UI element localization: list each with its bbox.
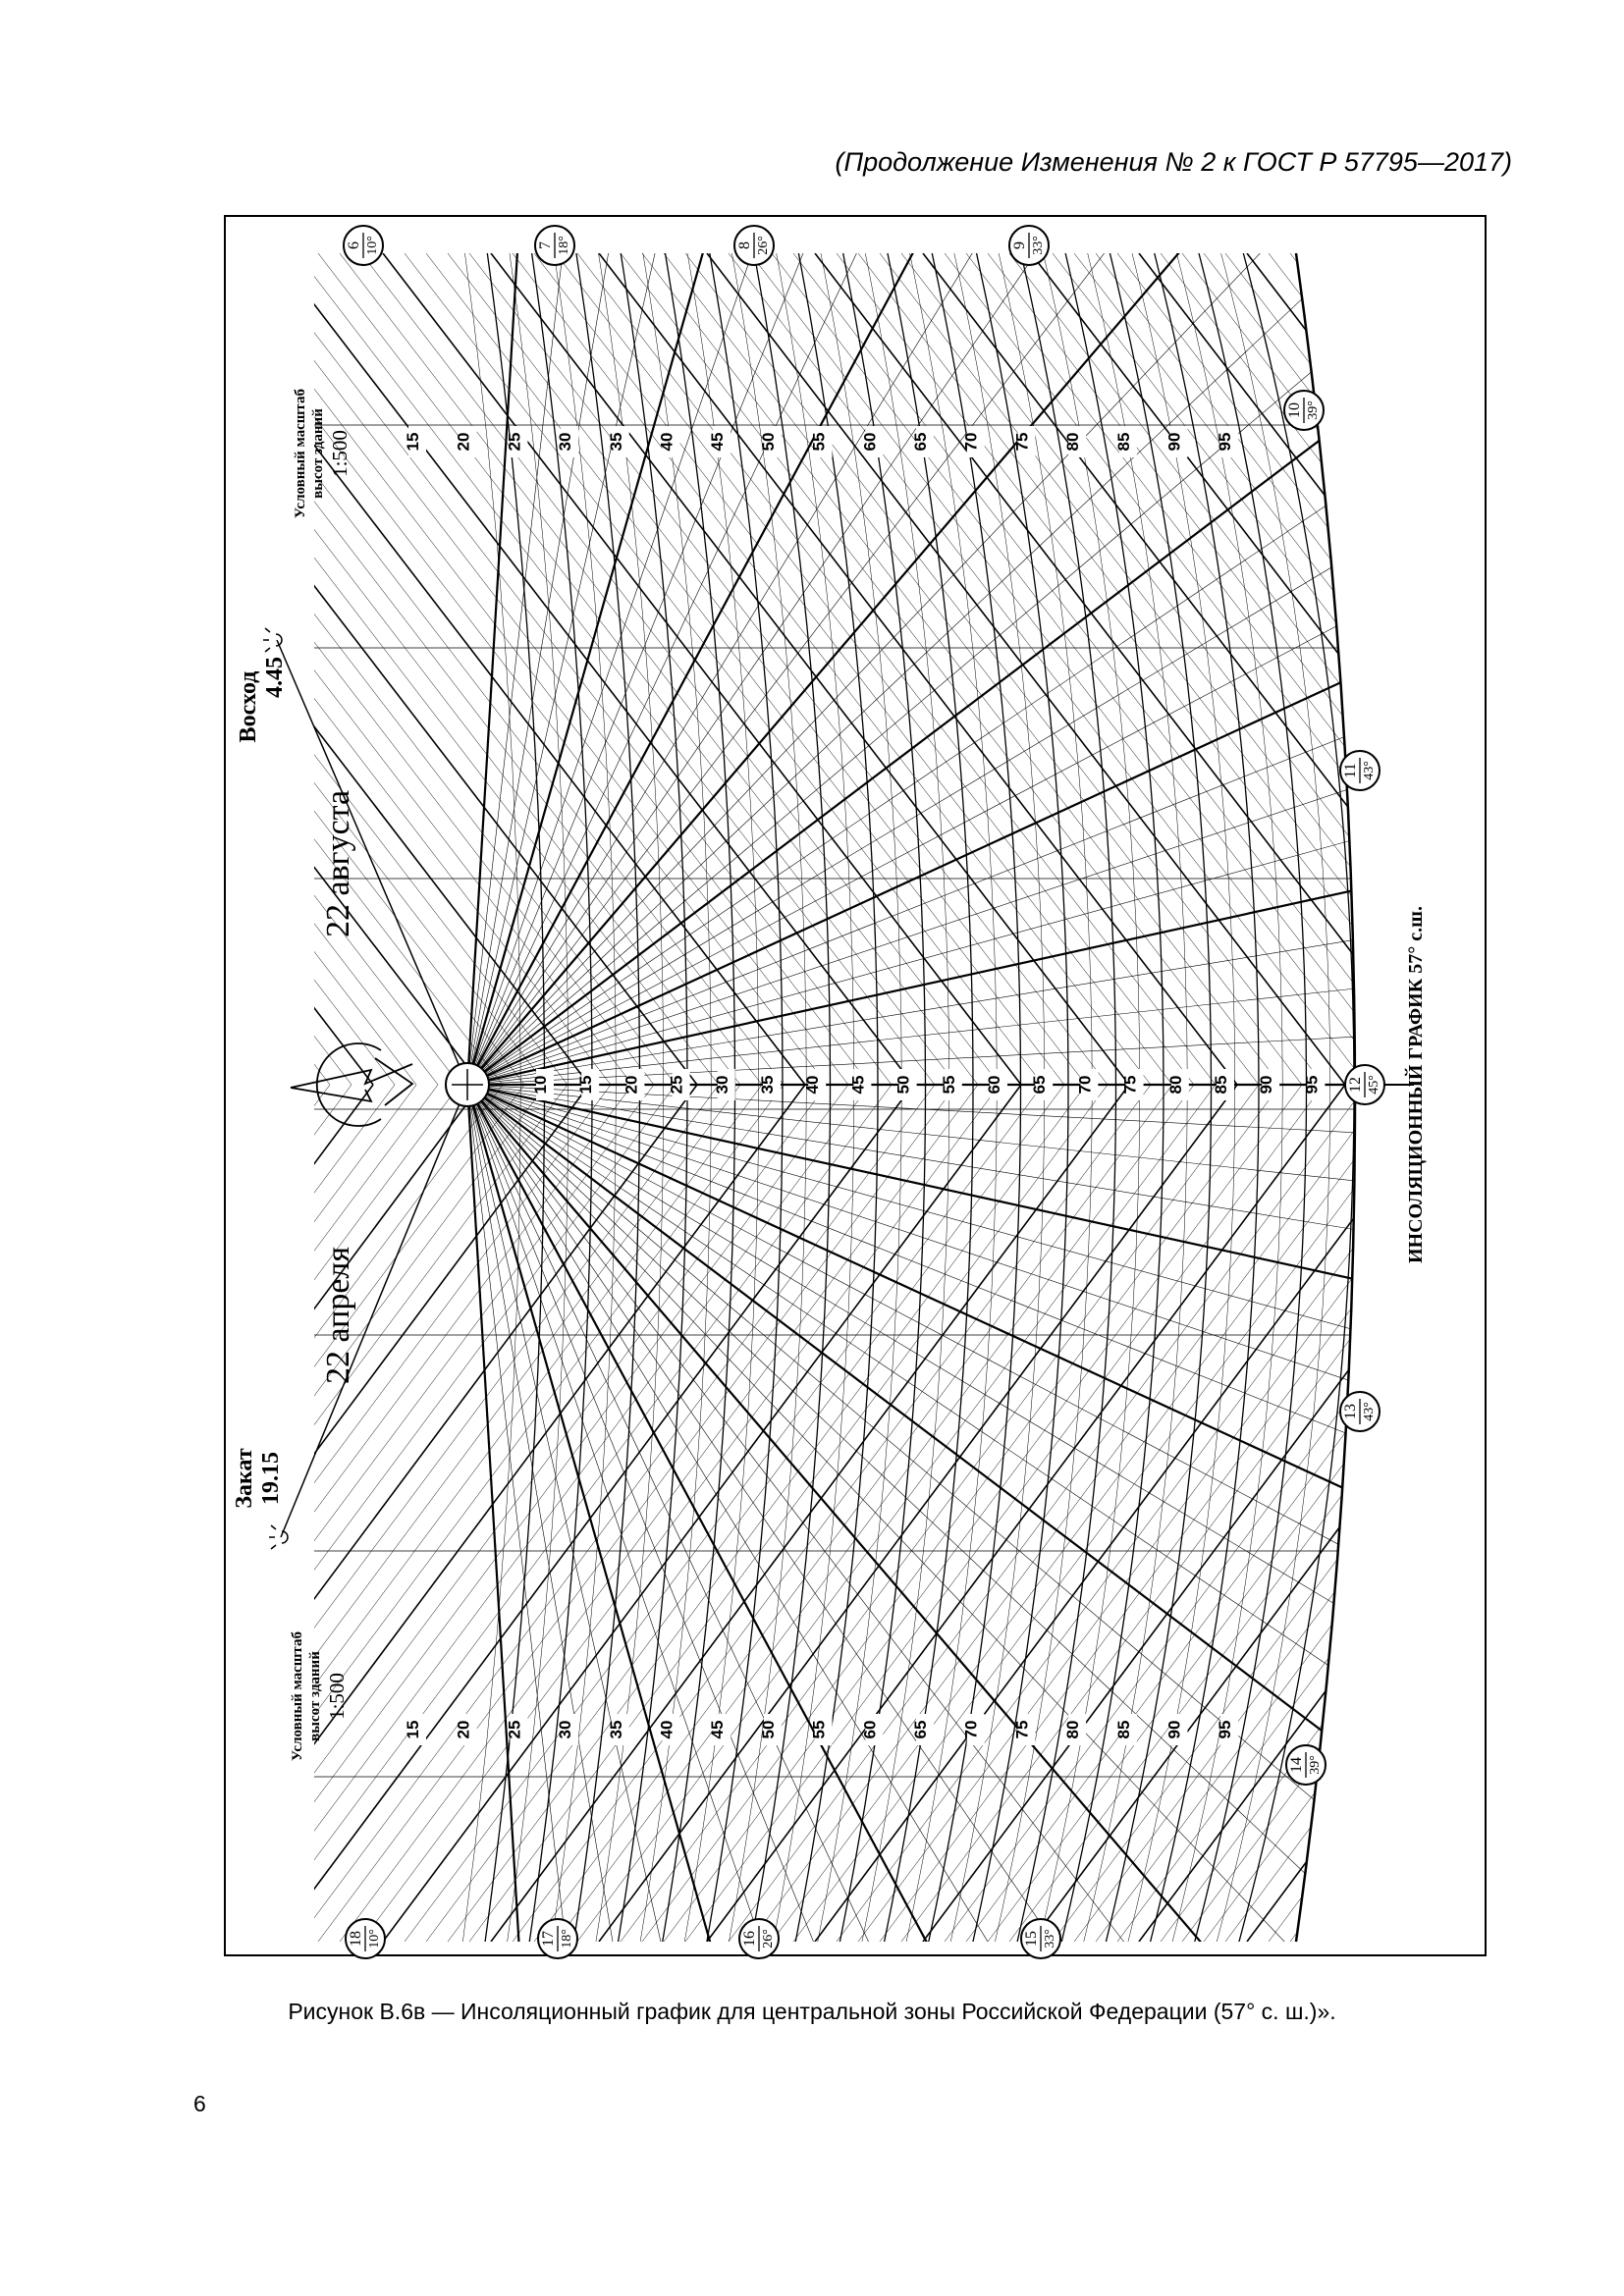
day-line (1161, 1085, 1624, 1942)
day-line (0, 253, 395, 1085)
day-line (0, 253, 503, 1085)
hour-ray (467, 1085, 1624, 1451)
day-line (599, 1085, 1237, 1942)
hour-ray (467, 1085, 1181, 2260)
distance-arc (1145, 216, 1259, 1963)
day-line (621, 253, 1259, 1085)
lower-scale-label: 90 (1164, 1720, 1184, 1739)
day-line (0, 253, 460, 1085)
day-line (37, 1085, 676, 1942)
day-line (1549, 1085, 1624, 1942)
day-line (1571, 253, 1624, 1085)
hour-marker-15 (1021, 1919, 1060, 1958)
upper-scale-label: 45 (708, 432, 728, 452)
hour-ray (467, 719, 1624, 1085)
hour-ray (467, 379, 1624, 1085)
hour-ray (467, 1085, 1243, 2219)
day-line (426, 253, 1064, 1085)
day-line (0, 1085, 524, 1942)
day-line (383, 253, 1021, 1085)
day-line (1485, 1085, 1624, 1942)
hour-ray (467, 1085, 1416, 2079)
day-line (1506, 1085, 1624, 1942)
day-line (232, 253, 870, 1085)
upper-scale-label: 90 (1164, 432, 1184, 452)
chart-title: ИНСОЛЯЦИОННЫЙ ГРАФИК 57° с.ш. (1405, 905, 1427, 1264)
hour-marker-12 (1345, 1065, 1384, 1104)
day-line (0, 253, 265, 1085)
day-line (124, 1085, 762, 1942)
day-line (0, 253, 481, 1085)
hour-ray (467, 1085, 1517, 1971)
day-line (0, 1085, 503, 1942)
hour-ray (467, 1085, 1116, 2296)
day-line (664, 1085, 1302, 1942)
scale-top-value: 1:500 (328, 430, 352, 477)
hour-ray (467, 1085, 1624, 1522)
hour-marker-minutes: 10° (365, 236, 380, 255)
hour-ray (467, 40, 1361, 1085)
scale-bottom-line2: высот зданий (307, 1651, 323, 1741)
date-label-august: 22 августа (320, 789, 356, 938)
hour-ray (467, 0, 1116, 1085)
hour-marker-10 (1284, 391, 1324, 430)
sunrise-sun-icon (263, 628, 282, 652)
day-line (1269, 253, 1624, 1085)
day-line (1528, 253, 1624, 1085)
sunset-ray (281, 1085, 467, 1537)
day-line (405, 1085, 1043, 1942)
day-line (0, 253, 287, 1085)
day-line (0, 1085, 568, 1942)
day-line (0, 1085, 632, 1942)
day-line (901, 253, 1540, 1085)
upper-scale-label: 70 (961, 432, 981, 452)
day-line (1096, 1085, 1624, 1942)
day-line (210, 1085, 848, 1942)
day-line (297, 1085, 935, 1942)
day-line (0, 253, 589, 1085)
day-line (1312, 253, 1624, 1085)
hour-ray (467, 444, 1624, 1085)
hour-ray (467, 1085, 1624, 1726)
day-line (1506, 253, 1624, 1085)
hour-ray (467, 0, 841, 1085)
distance-label: 35 (758, 1075, 777, 1095)
day-line (0, 1085, 330, 1942)
day-line (577, 1085, 1216, 1942)
lower-scale-label: 40 (657, 1720, 677, 1739)
day-line (0, 1085, 395, 1942)
hour-marker-hour: 9 (1011, 241, 1028, 249)
hour-marker-7 (535, 226, 574, 265)
hour-marker-hour: 12 (1347, 1077, 1364, 1093)
distance-label: 20 (622, 1075, 641, 1095)
day-line (0, 1085, 373, 1942)
hour-marker-minutes: 18° (557, 236, 571, 255)
scale-top-line2: высот зданий (310, 408, 326, 499)
day-line (815, 1085, 1453, 1942)
day-line (1441, 253, 1624, 1085)
day-line (945, 1085, 1583, 1942)
hour-marker-13 (1340, 1392, 1380, 1431)
day-line (16, 253, 654, 1085)
lower-scale-label: 45 (708, 1720, 728, 1739)
figure-caption: Рисунок В.6в — Инсоляционный график для центральной зоны Российской Федерации (57° с. ш.)». (288, 1999, 1336, 2024)
day-line (253, 253, 892, 1085)
upper-scale-label: 35 (606, 432, 625, 452)
distance-label: 65 (1030, 1075, 1050, 1095)
day-line (1117, 1085, 1624, 1942)
hour-marker-9 (1009, 226, 1049, 265)
lower-scale-label: 30 (556, 1720, 575, 1739)
hour-marker-17 (538, 1919, 577, 1958)
hour-ray (467, 1085, 770, 2296)
hour-marker-6 (344, 226, 383, 265)
hour-ray (467, 863, 1624, 1085)
hour-marker-18 (346, 1919, 385, 1958)
day-line (0, 1085, 546, 1942)
day-line (0, 253, 373, 1085)
upper-scale-label: 15 (404, 432, 422, 452)
hour-marker-minutes: 33° (1031, 236, 1046, 255)
upper-scale-label: 20 (454, 432, 473, 452)
day-line (16, 1085, 654, 1942)
day-line (1009, 253, 1624, 1085)
hour-marker-hour: 8 (736, 241, 753, 249)
day-line (59, 1085, 697, 1942)
day-line (707, 253, 1345, 1085)
day-line (0, 1085, 308, 1942)
hour-marker-hour: 11 (1342, 763, 1359, 778)
hour-marker-minutes: 26° (756, 236, 771, 255)
hour-ray (467, 0, 1303, 1085)
day-line (102, 253, 740, 1085)
hour-marker-hour: 14 (1288, 1757, 1305, 1773)
hour-marker-hour: 17 (540, 1931, 557, 1947)
day-line (1485, 253, 1624, 1085)
day-line (0, 1085, 265, 1942)
distance-label: 95 (1302, 1075, 1322, 1095)
scale-legend-top (293, 389, 352, 518)
upper-scale-label: 60 (860, 432, 880, 452)
hour-marker-hour: 16 (741, 1931, 758, 1947)
lower-scale-label: 75 (1012, 1720, 1032, 1739)
day-line (966, 1085, 1604, 1942)
day-line (275, 1085, 913, 1942)
hour-ray (467, 1085, 697, 2296)
day-line (340, 253, 978, 1085)
day-line (102, 1085, 740, 1942)
day-line (189, 1085, 827, 1942)
day-line (0, 253, 352, 1085)
upper-scale-label: 40 (657, 432, 677, 452)
distance-label: 85 (1212, 1075, 1230, 1095)
distance-label: 55 (939, 1075, 958, 1095)
sunrise-ray (277, 640, 467, 1085)
hour-marker-hour: 13 (1342, 1404, 1359, 1419)
day-line (1441, 1085, 1624, 1942)
distance-label: 70 (1075, 1075, 1095, 1095)
upper-scale-label: 65 (911, 432, 930, 452)
day-line (81, 253, 719, 1085)
hour-marker-8 (734, 226, 774, 265)
day-line (0, 253, 632, 1085)
day-line (556, 1085, 1194, 1942)
hour-marker-hour: 7 (537, 241, 554, 249)
day-line (1463, 253, 1624, 1085)
day-line (534, 1085, 1172, 1942)
day-line (1398, 1085, 1624, 1942)
hour-ray (467, 1085, 1361, 2129)
day-line (513, 253, 1151, 1085)
hour-marker-minutes: 18° (560, 1929, 574, 1949)
upper-scale-label: 75 (1012, 432, 1032, 452)
hour-marker-hour: 6 (346, 241, 362, 249)
day-line (167, 1085, 805, 1942)
day-line (837, 253, 1475, 1085)
day-line (0, 1085, 287, 1942)
day-line (1139, 1085, 1624, 1942)
day-line (513, 1085, 1151, 1942)
distance-arc (1189, 216, 1307, 1963)
day-line (0, 253, 438, 1085)
lower-scale-label: 65 (911, 1720, 930, 1739)
distance-label: 15 (576, 1075, 596, 1095)
upper-scale-label: 25 (505, 432, 524, 452)
day-line (37, 253, 676, 1085)
hour-marker-14 (1286, 1745, 1326, 1785)
day-line (145, 1085, 784, 1942)
day-line (0, 253, 416, 1085)
hour-ray (467, 1085, 1564, 1913)
day-line (1312, 1085, 1624, 1942)
day-line (1139, 253, 1624, 1085)
distance-label: 80 (1165, 1075, 1185, 1095)
hour-ray (467, 0, 550, 1085)
distance-label: 50 (893, 1075, 913, 1095)
day-line (145, 253, 784, 1085)
distance-label: 75 (1120, 1075, 1140, 1095)
hour-ray (467, 1085, 982, 2296)
scale-bottom-line1: Условный масштаб (290, 1631, 305, 1761)
hour-marker-minutes: 43° (1362, 761, 1377, 780)
day-line (1333, 253, 1624, 1085)
day-line (383, 1085, 1021, 1942)
day-line (469, 253, 1108, 1085)
fan-outer-arc (1296, 253, 1355, 1942)
day-line (750, 1085, 1388, 1942)
distance-label: 60 (985, 1075, 1003, 1095)
day-line (0, 1085, 416, 1942)
sunset-label: Закат (232, 1448, 257, 1509)
day-line (1528, 1085, 1624, 1942)
day-line (534, 253, 1172, 1085)
day-line (1420, 253, 1624, 1085)
day-line (0, 1085, 481, 1942)
distance-label: 30 (712, 1075, 731, 1095)
distance-arc (1056, 216, 1164, 1963)
day-line (0, 1085, 589, 1942)
lower-scale-label: 95 (1216, 1720, 1235, 1739)
distance-arc (1012, 216, 1116, 1963)
day-line (124, 253, 762, 1085)
hour-marker-minutes: 26° (761, 1929, 776, 1949)
hour-marker-hour: 18 (348, 1931, 364, 1947)
hour-ray (467, 0, 1243, 1085)
hour-marker-16 (739, 1919, 779, 1958)
upper-scale-label: 50 (758, 432, 778, 452)
scale-top-line1: Условный масштаб (293, 389, 308, 518)
day-line (340, 1085, 978, 1942)
hour-ray (467, 648, 1624, 1085)
hour-marker-minutes: 33° (1043, 1929, 1057, 1949)
sunset-time: 19.15 (258, 1452, 284, 1505)
upper-scale-label: 85 (1113, 432, 1133, 452)
sunrise-label: Восход (236, 670, 261, 743)
hour-marker-minutes: 39° (1308, 1755, 1323, 1775)
upper-scale-label: 80 (1063, 432, 1083, 452)
day-line (1117, 253, 1624, 1085)
hour-ray (467, 0, 623, 1085)
page-number: 6 (193, 2091, 206, 2116)
distance-label: 40 (803, 1075, 823, 1095)
lower-scale-label: 25 (505, 1720, 524, 1739)
distance-arc (1233, 216, 1354, 1963)
day-line (1549, 253, 1624, 1085)
day-line (858, 253, 1496, 1085)
lower-scale-label: 60 (860, 1720, 880, 1739)
day-line (793, 253, 1432, 1085)
day-line (1009, 1085, 1624, 1942)
day-line (1420, 1085, 1624, 1942)
day-line (1571, 1085, 1624, 1942)
lower-scale-label: 85 (1113, 1720, 1133, 1739)
sunrise-time: 4.45 (262, 657, 288, 698)
day-line (815, 253, 1453, 1085)
upper-scale-label: 95 (1216, 432, 1235, 452)
hour-ray (467, 1085, 1050, 2296)
hour-marker-minutes: 39° (1306, 400, 1321, 420)
hour-marker-minutes: 43° (1362, 1402, 1377, 1421)
distance-label: 25 (667, 1075, 686, 1095)
hour-marker-hour: 10 (1286, 402, 1303, 418)
day-line (556, 253, 1194, 1085)
hour-marker-11 (1340, 751, 1380, 790)
lower-scale-label: 50 (758, 1720, 778, 1739)
day-line (1398, 253, 1624, 1085)
day-line (988, 1085, 1624, 1942)
lower-scale-label: 20 (454, 1720, 473, 1739)
lower-scale-label: 15 (404, 1720, 422, 1739)
day-line (297, 253, 935, 1085)
day-line (1269, 1085, 1624, 1942)
hour-marker-minutes: 45° (1367, 1075, 1381, 1095)
document-header: (Продолжение Изменения № 2 к ГОСТ Р 57795—2017) (835, 147, 1512, 177)
day-line (1074, 253, 1624, 1085)
hour-ray (467, 0, 912, 1085)
day-line (59, 253, 697, 1085)
hour-ray (467, 1085, 1624, 1790)
day-line (707, 1085, 1345, 1942)
day-line (750, 253, 1388, 1085)
day-line (469, 1085, 1108, 1942)
upper-scale-label: 55 (809, 432, 829, 452)
scale-legend-bottom (290, 1631, 349, 1761)
day-line (405, 253, 1043, 1085)
hour-ray (467, 1085, 1624, 1307)
day-line (1355, 1085, 1624, 1942)
lower-scale-label: 55 (809, 1720, 829, 1739)
distance-label: 45 (848, 1075, 868, 1095)
day-line (1463, 1085, 1624, 1942)
hour-ray (467, 0, 982, 1085)
upper-scale-label: 30 (556, 432, 575, 452)
day-line (858, 1085, 1496, 1942)
date-label-april: 22 апреля (320, 1246, 356, 1385)
day-line (1096, 253, 1624, 1085)
lower-scale-label: 70 (961, 1720, 981, 1739)
hour-ray (467, 0, 697, 1085)
day-line (1333, 1085, 1624, 1942)
day-line (0, 1085, 352, 1942)
hour-marker-minutes: 10° (367, 1929, 382, 1949)
hour-ray (467, 256, 1564, 1085)
distance-label: 90 (1257, 1075, 1276, 1095)
hour-ray (467, 1085, 623, 2296)
day-line (0, 1085, 438, 1942)
day-line (0, 1085, 460, 1942)
lower-scale-label: 35 (606, 1720, 625, 1739)
day-line (966, 253, 1604, 1085)
day-line (1355, 253, 1624, 1085)
day-line (1074, 1085, 1624, 1942)
hour-ray (467, 0, 1181, 1085)
day-line (772, 253, 1410, 1085)
day-line (361, 253, 1000, 1085)
distance-label: 10 (531, 1075, 550, 1095)
hour-marker-hour: 15 (1023, 1931, 1040, 1947)
hour-ray (467, 1085, 912, 2296)
lower-scale-label: 80 (1063, 1720, 1083, 1739)
scale-bottom-value: 1:500 (325, 1673, 349, 1720)
